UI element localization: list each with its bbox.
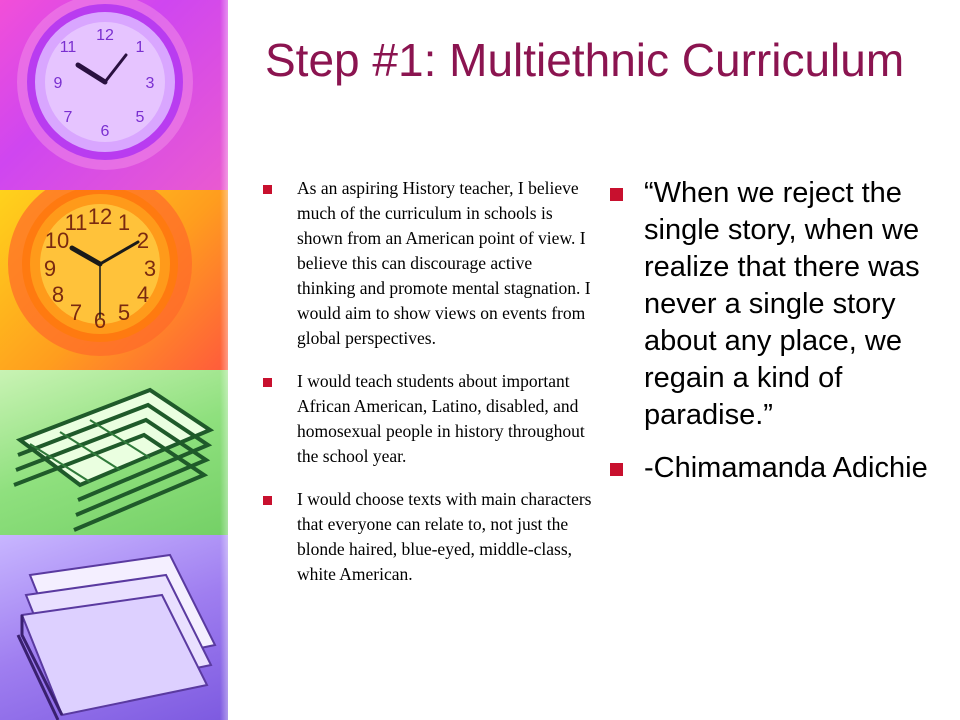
books-icon [0, 370, 228, 535]
svg-text:7: 7 [63, 109, 73, 126]
quote-attribution: -Chimamanda Adichie [644, 452, 928, 484]
svg-text:10: 10 [44, 228, 70, 253]
left-bullet-list [263, 176, 593, 605]
svg-text:11: 11 [59, 39, 77, 56]
svg-text:12: 12 [87, 204, 113, 229]
svg-text:5: 5 [135, 109, 145, 126]
svg-text:1: 1 [135, 39, 145, 56]
svg-text:9: 9 [53, 75, 63, 92]
svg-text:11: 11 [64, 210, 88, 235]
left-bullet-text: I would choose texts with main characters that everyone can relate to, not just the blonde haired, blue-eyed, middle-class, white American. [297, 489, 592, 584]
svg-text:3: 3 [143, 256, 157, 281]
quote-bullet-item [610, 175, 930, 434]
quote-text: “When we reject the single story, when we realize that there was never a single story about any place, we regain a kind of paradise.” [644, 177, 920, 431]
decorative-image-strip [0, 0, 228, 720]
square-bullet-icon [263, 496, 272, 505]
square-bullet-icon [263, 378, 272, 387]
left-bullet-item [263, 176, 593, 351]
left-bullet-text: I would teach students about important African American, Latino, disabled, and homosexual people in history throughout the school year. [297, 371, 585, 466]
svg-text:9: 9 [43, 256, 57, 281]
clock-image-orange [0, 190, 228, 370]
svg-text:8: 8 [51, 282, 65, 307]
left-bullet-item [263, 369, 593, 469]
svg-text:4: 4 [136, 282, 150, 307]
clock-purple-icon [0, 0, 228, 190]
books-image-green [0, 370, 228, 535]
quote-attribution-item [610, 450, 930, 487]
svg-text:7: 7 [69, 300, 83, 325]
papers-icon [0, 535, 228, 720]
left-bullet-item [263, 487, 593, 587]
square-bullet-icon [610, 188, 623, 201]
square-bullet-icon [263, 185, 272, 194]
left-bullet-text: As an aspiring History teacher, I believe much of the curriculum in schools is shown from an American point of view. I believe this can discourage active thinking and promote mental stagnation. I would aim to show views on events from global perspectives. [297, 178, 591, 348]
svg-text:5: 5 [117, 300, 131, 325]
svg-text:3: 3 [145, 75, 155, 92]
svg-text:6: 6 [100, 123, 110, 140]
right-bullet-list [610, 175, 930, 503]
svg-text:6: 6 [93, 308, 107, 333]
papers-image-purple [0, 535, 228, 720]
strip-fade [220, 0, 250, 720]
svg-text:2: 2 [136, 228, 150, 253]
slide-title: Step #1: Multiethnic Curriculum [265, 34, 905, 86]
square-bullet-icon [610, 463, 623, 476]
svg-text:12: 12 [96, 27, 114, 44]
clock-image-purple [0, 0, 228, 190]
clock-orange-icon [0, 190, 228, 370]
svg-text:1: 1 [117, 210, 131, 235]
